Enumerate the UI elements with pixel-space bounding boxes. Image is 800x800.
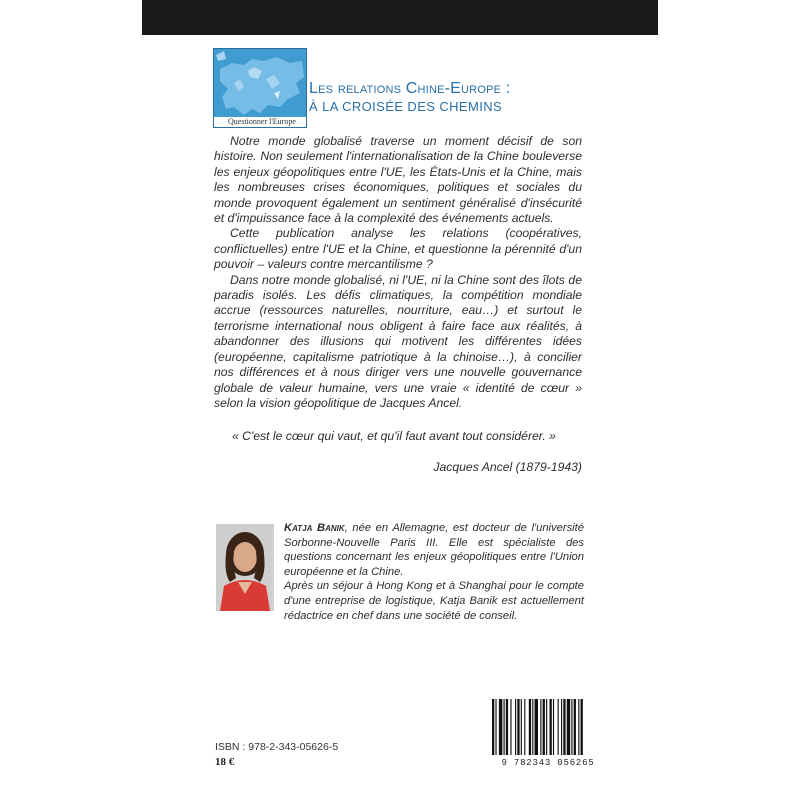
author-photo	[216, 524, 274, 611]
series-label: Questionner l'Europe	[228, 117, 296, 126]
barcode	[486, 697, 610, 770]
bio-paragraph	[284, 521, 584, 579]
series-logo	[213, 48, 307, 128]
author-name: Katja Banik	[284, 522, 345, 534]
title-line-1: Les relations Chine-Europe :	[309, 80, 511, 97]
blurb	[214, 134, 582, 411]
blurb-paragraph: Notre monde globalisé traverse un moment décisif de son histoire. Non seulement l'internationalisation de la Chine bouleverse les enjeux géopolitiques entre l'UE, les États-Unis et la Chine, mais les nombreuses crises économiques, politiques et sociales du monde provoquent également un sentiment généralisé d'insécurité et d'impuissance face à la complexité des événements actuels.	[214, 134, 582, 226]
top-dark-band	[142, 0, 658, 35]
quote-author: Jacques Ancel (1879-1943)	[433, 460, 582, 474]
book-title	[309, 80, 510, 115]
back-cover	[142, 0, 658, 800]
blurb-paragraph: Dans notre monde globalisé, ni l'UE, ni la Chine sont des îlots de paradis isolés. Les défis climatiques, la compétition mondiale accrue (ressources naturelles, nourriture, eau…) et surtout le terrorisme international nous obligent à faire face aux réalités, à abandonner des illusions qui motivent les différentes idées (européenne, capitalisme patriotique à la chinoise…), à concilier nos différences et à nous diriger vers une nouvelle gouvernance globale de valeur humaine, vers une vraie « identité de cœur » selon la vision géopolitique de Jacques Ancel.	[214, 272, 582, 410]
bio-intro: , née en Allemagne, est docteur de l'université Sorbonne-Nouvelle Paris III. Elle est spécialiste des questions concernant les enjeux géopolitiques entre l'Union européenne et la Chine.	[284, 522, 584, 578]
blurb-paragraph: Cette publication analyse les relations (coopératives, conflictuelles) entre l'UE et la Chine, et questionne la pérennité d'un pouvoir – valeurs contre mercantilisme ?	[214, 226, 582, 272]
title-line-2: À LA CROISÉE DES CHEMINS	[309, 99, 503, 114]
europe-map-icon	[214, 49, 306, 127]
bio-paragraph: Après un séjour à Hong Kong et à Shanghai pour le compte d'une entreprise de logistique, Katja Banik est actuellement rédactrice en chef dans une société de conseil.	[284, 580, 584, 622]
price: 18 €	[215, 756, 235, 768]
barcode-digits: 9 782343 056265	[501, 758, 595, 768]
isbn: ISBN : 978-2-343-05626-5	[215, 741, 339, 753]
barcode-bars	[486, 697, 610, 757]
quote-text: « C'est le cœur qui vaut, et qu'il faut avant tout considérer. »	[232, 429, 556, 443]
author-bio	[284, 521, 584, 623]
